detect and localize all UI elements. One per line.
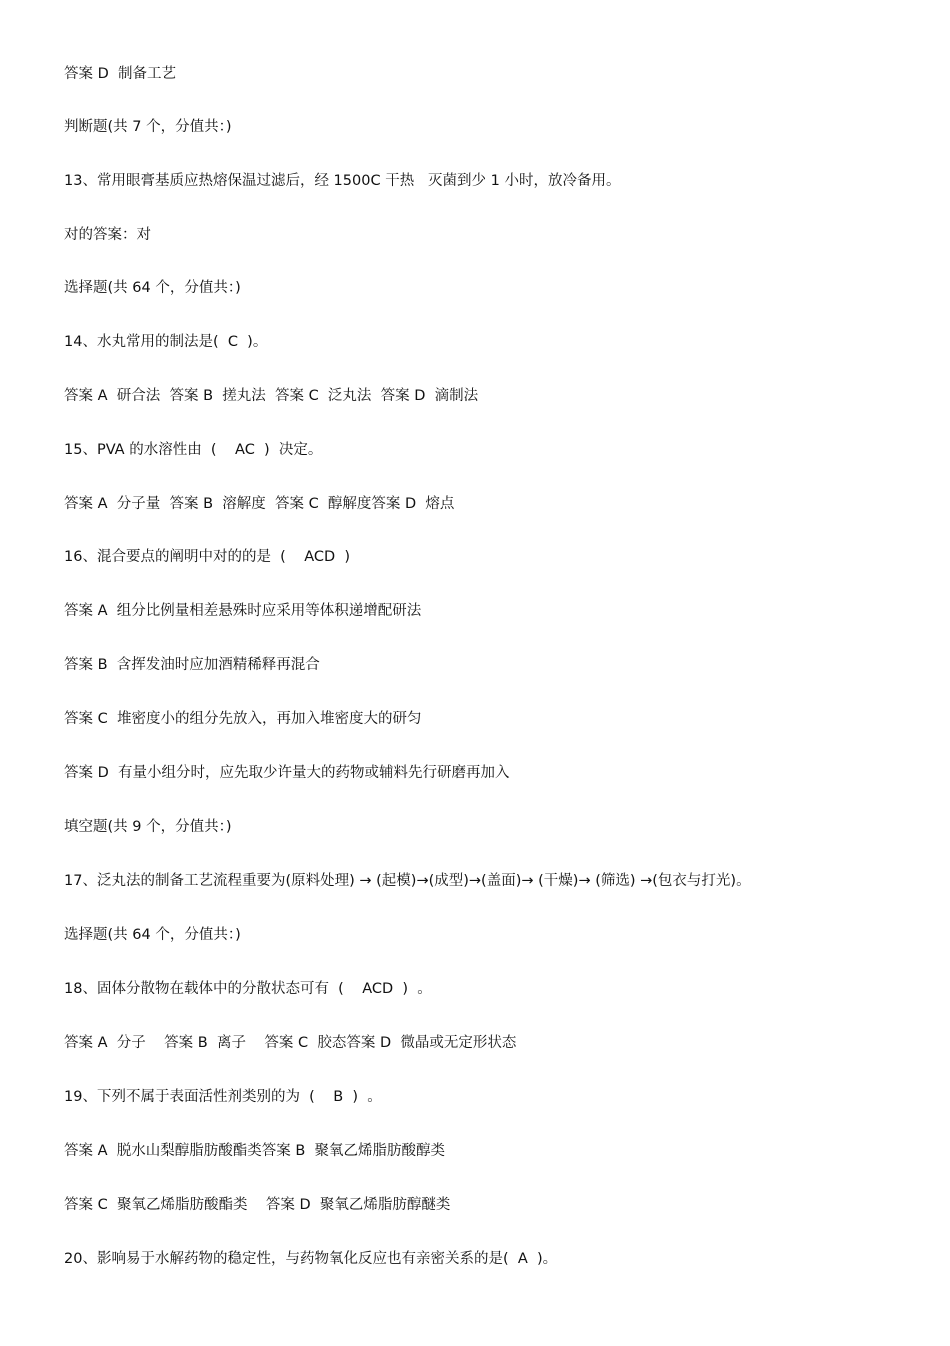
option-16-a: 答案 A 组分比例量相差悬殊时应采用等体积递增配研法: [64, 603, 422, 619]
options-18: 答案 A 分子 答案 B 离子 答案 C 胶态答案 D 微晶或无定形状态: [64, 1035, 517, 1051]
question-15: 15、PVA 的水溶性由 ( AC ) 决定。: [64, 442, 323, 458]
option-16-d: 答案 D 有量小组分时，应先取少许量大的药物或辅料先行研磨再加入: [64, 765, 510, 781]
options-15: 答案 A 分子量 答案 B 溶解度 答案 C 醇解度答案 D 熔点: [64, 496, 455, 512]
question-16: 16、混合要点的阐明中对的的是 ( ACD ): [64, 549, 351, 565]
question-14: 14、水丸常用的制法是( C )。: [64, 334, 268, 350]
question-13: 13、常用眼膏基质应热熔保温过滤后，经 1500C 干热 灭菌到少 1 小时，放冷备用。: [64, 173, 621, 189]
question-17: 17、泛丸法的制备工艺流程重要为(原料处理) → (起模)→(成型)→(盖面)→ (干燥)→ (筛选) →(包衣与打光)。: [64, 873, 751, 889]
answer-d-line: 答案 D 制备工艺: [64, 66, 176, 82]
option-16-c: 答案 C 堆密度小的组分先放入，再加入堆密度大的研匀: [64, 711, 422, 727]
section-header-true-false: 判断题(共 7 个，分值共：): [64, 119, 232, 135]
section-header-choice-2: 选择题(共 64 个，分值共：): [64, 927, 241, 943]
section-header-fill-in: 填空题(共 9 个，分值共：): [64, 819, 232, 835]
options-14: 答案 A 研合法 答案 B 搓丸法 答案 C 泛丸法 答案 D 滴制法: [64, 388, 479, 404]
section-header-choice: 选择题(共 64 个，分值共：): [64, 280, 241, 296]
options-19-cd: 答案 C 聚氧乙烯脂肪酸酯类 答案 D 聚氧乙烯脂肪醇醚类: [64, 1197, 451, 1213]
options-19-ab: 答案 A 脱水山梨醇脂肪酸酯类答案 B 聚氧乙烯脂肪酸醇类: [64, 1143, 446, 1159]
question-19: 19、下列不属于表面活性剂类别的为 ( B ) 。: [64, 1089, 382, 1105]
question-18: 18、固体分散物在载体中的分散状态可有 ( ACD ) 。: [64, 981, 432, 997]
question-20: 20、影响易于水解药物的稳定性，与药物氧化反应也有亲密关系的是( A )。: [64, 1251, 558, 1267]
option-16-b: 答案 B 含挥发油时应加酒精稀释再混合: [64, 657, 320, 673]
answer-13: 对的答案：对: [64, 227, 151, 243]
